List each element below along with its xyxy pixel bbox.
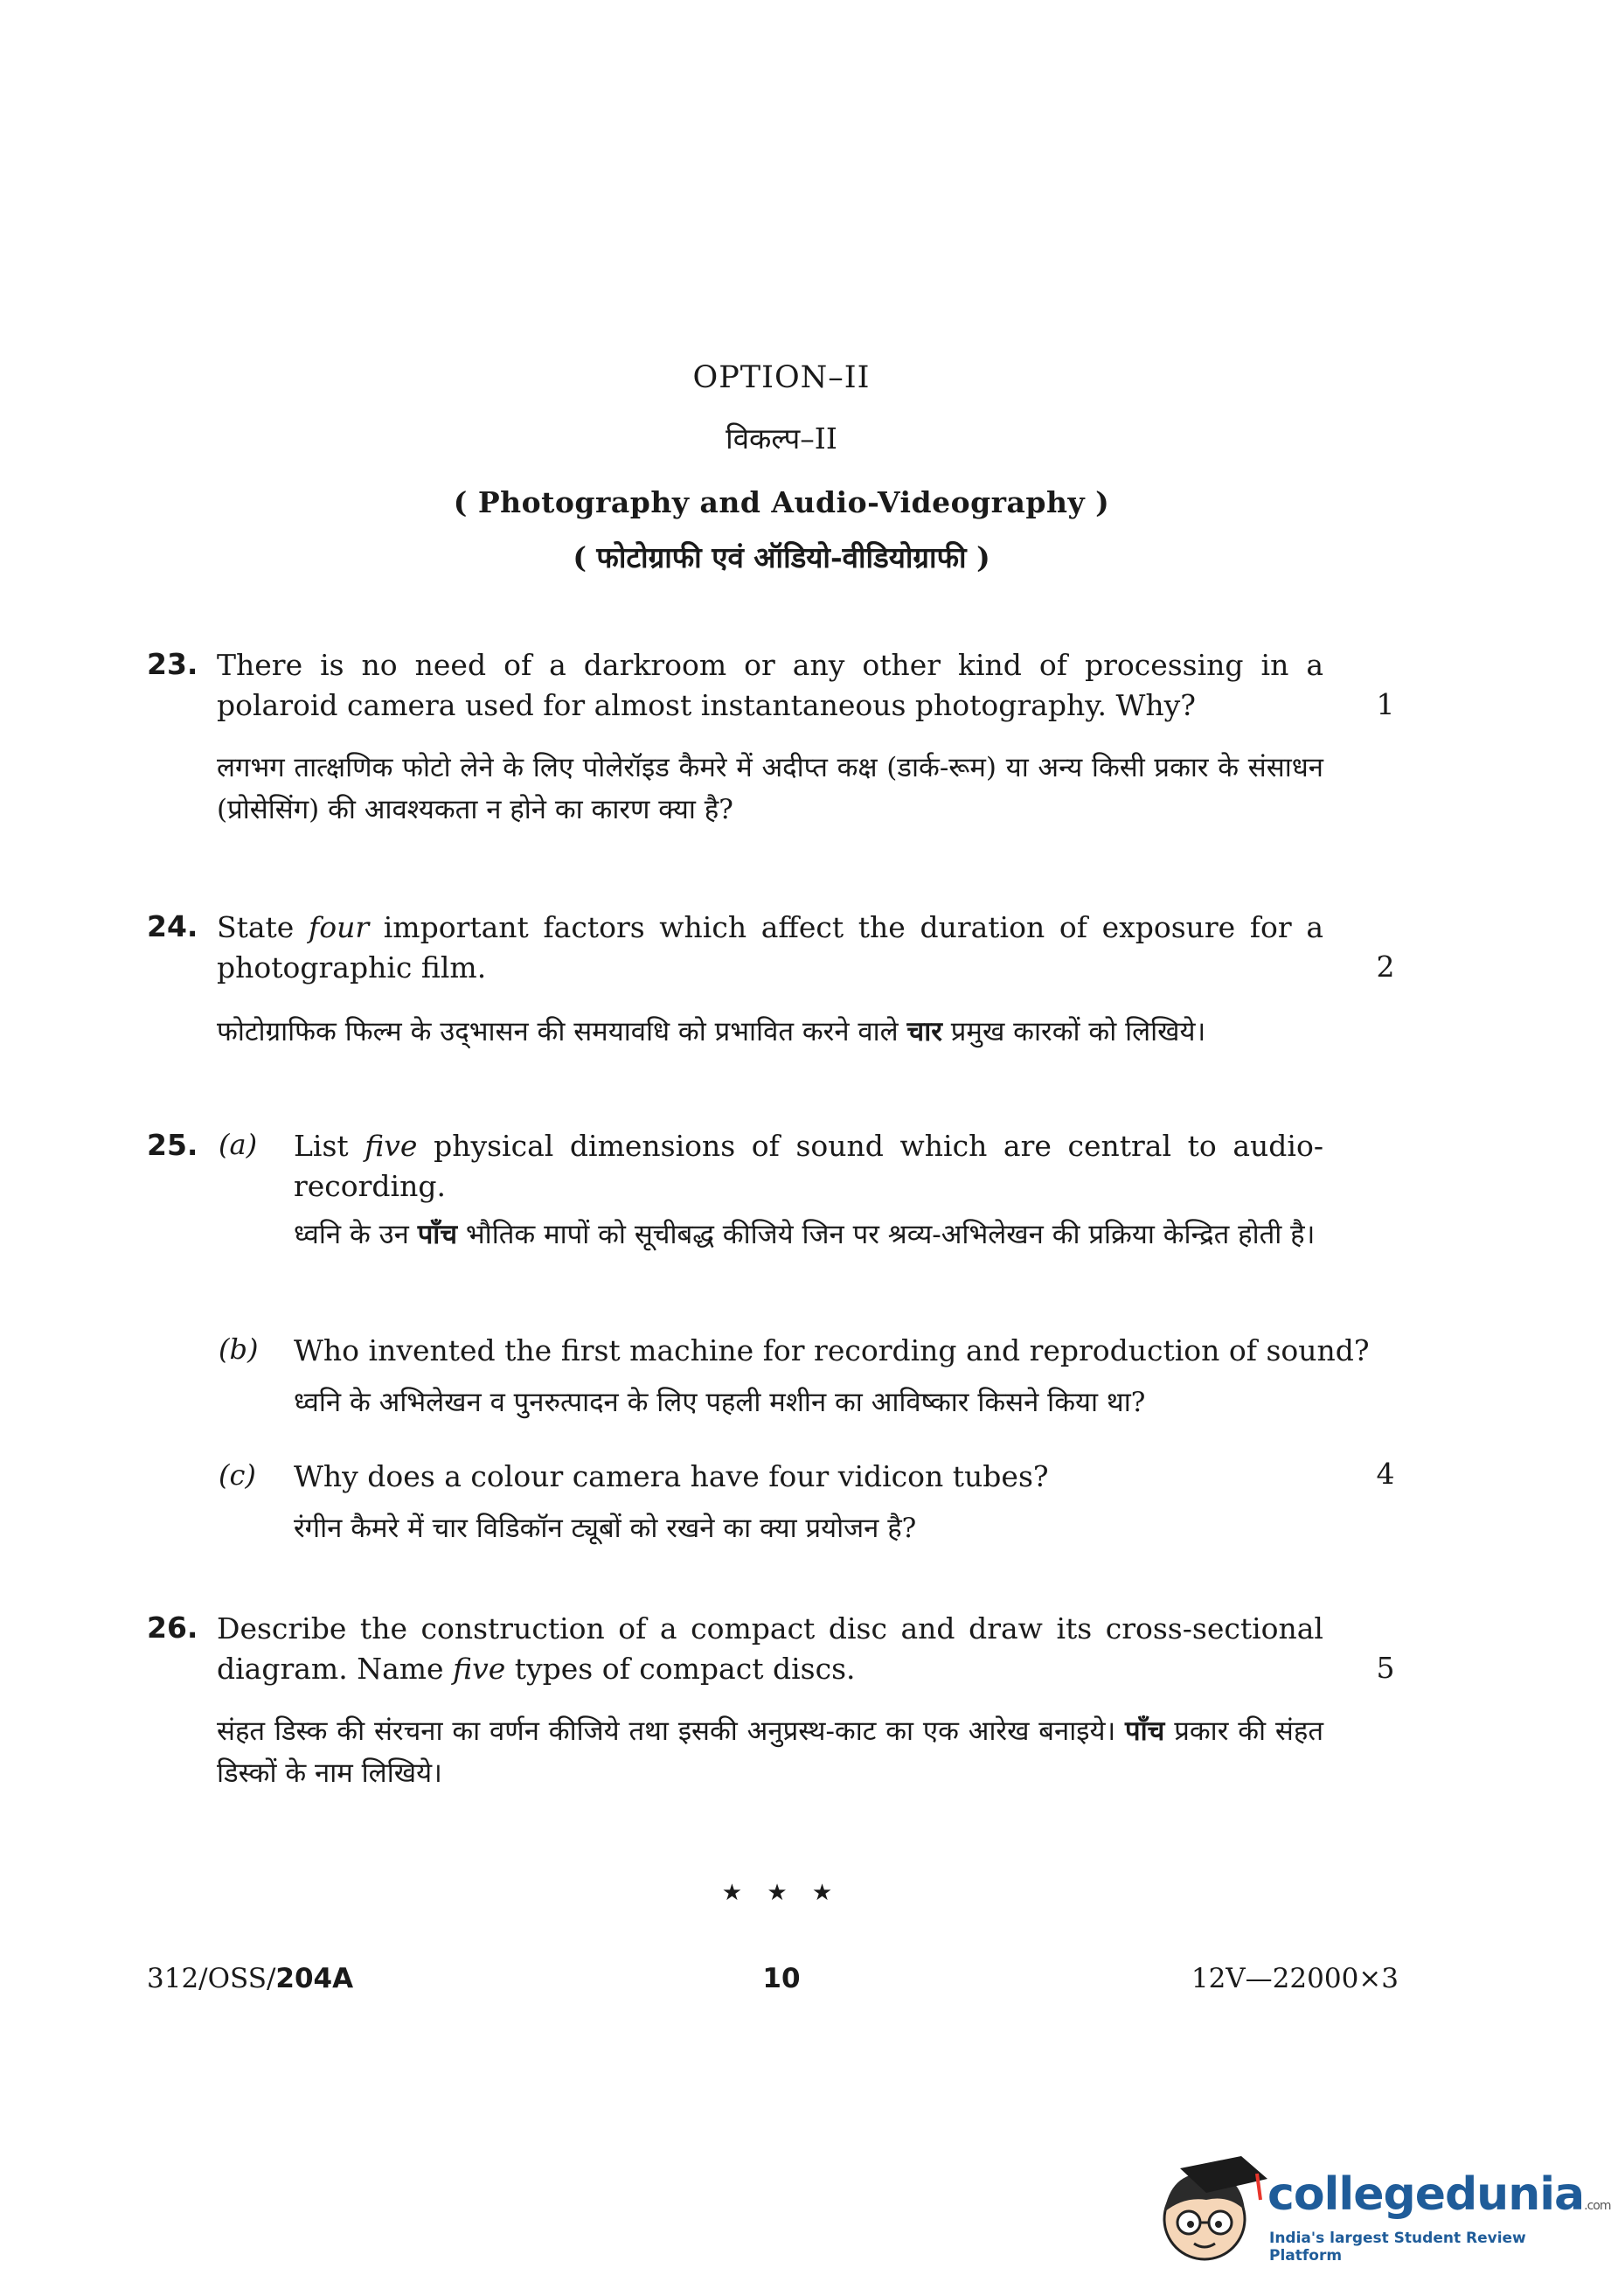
- question-25b-text-hindi: ध्वनि के अभिलेखन व पुनरुत्पादन के लिए पहली मशीन का आविष्कार किसने किया था?: [294, 1387, 1146, 1418]
- question-25c-label: (c): [219, 1458, 256, 1492]
- end-of-paper-marker: ★ ★ ★: [721, 1880, 842, 1906]
- option-heading: OPTION–II: [692, 360, 871, 395]
- question-24-text: State four important factors which affect the duration of exposure for a photographic film.: [217, 910, 1323, 984]
- subject-heading-hindi: ( फोटोग्राफी एवं ऑडियो-वीडियोग्राफी ): [573, 540, 990, 574]
- question-23-text: There is no need of a darkroom or any other kind of processing in a polaroid camera used for almost instantaneous photography. Why?: [217, 648, 1323, 722]
- question-25b-text: Who invented the first machine for recording and reproduction of sound?: [294, 1333, 1370, 1367]
- question-24-marks: 2: [1376, 950, 1395, 984]
- logo-tagline: India's largest Student Review Platform: [1269, 2230, 1526, 2265]
- print-code: 12V—22000×3: [1191, 1963, 1399, 1994]
- paper-code: 312/OSS/204A: [147, 1963, 354, 1994]
- question-25a-text-hindi: ध्वनि के उन पाँच भौतिक मापों को सूचीबद्ध कीजिये जिन पर श्रव्य-अभिलेखन की प्रक्रिया केन्द्रित होती है।: [294, 1219, 1316, 1250]
- question-26-text-hindi: संहत डिस्क की संरचना का वर्णन कीजिये तथा इसकी अनुप्रस्थ-काट का एक आरेख बनाइये। पाँच प्रकार की संहत डिस्कों के नाम लिखिये।: [217, 1715, 1324, 1789]
- page-number: 10: [762, 1963, 801, 1994]
- question-25a-label: (a): [219, 1128, 258, 1161]
- question-number-25: 25.: [147, 1128, 198, 1162]
- question-26-marks: 5: [1376, 1651, 1395, 1685]
- question-23-text-hindi: लगभग तात्क्षणिक फोटो लेने के लिए पोलेरॉइड कैमरे में अदीप्त कक्ष (डार्क-रूम) या अन्य किसी प्रकार के संसाधन (प्रोसेसिंग) की आवश्यकता न होने का कारण क्या है?: [217, 752, 1323, 825]
- question-number-24: 24.: [147, 909, 198, 943]
- question-25a-text: List five physical dimensions of sound which are central to audio-recording.: [294, 1129, 1324, 1203]
- collegedunia-logo: [1145, 2142, 1611, 2273]
- question-25-marks: 4: [1376, 1457, 1395, 1491]
- question-24-text-hindi: फोटोग्राफिक फिल्म के उद्‌भासन की समयावधि को प्रभावित करने वाले चार प्रमुख कारकों को लिखिये।: [217, 1016, 1206, 1047]
- question-25b-label: (b): [219, 1332, 259, 1366]
- question-number-23: 23.: [147, 647, 198, 681]
- question-25c-text-hindi: रंगीन कैमरे में चार विडिकॉन ट्यूबों को रखने का क्या प्रयोजन है?: [294, 1513, 917, 1544]
- option-heading-hindi: विकल्प–II: [726, 421, 837, 456]
- subject-heading: ( Photography and Audio-Videography ): [453, 485, 1110, 519]
- question-26-text: Describe the construction of a compact disc and draw its cross-sectional diagram. Name five types of compact discs.: [217, 1611, 1323, 1686]
- logo-wordmark: collegedunia.com: [1267, 2168, 1611, 2221]
- question-23-marks: 1: [1376, 687, 1395, 721]
- mascot-icon: [1145, 2142, 1276, 2273]
- question-number-26: 26.: [147, 1611, 198, 1645]
- question-25c-text: Why does a colour camera have four vidicon tubes?: [294, 1459, 1049, 1493]
